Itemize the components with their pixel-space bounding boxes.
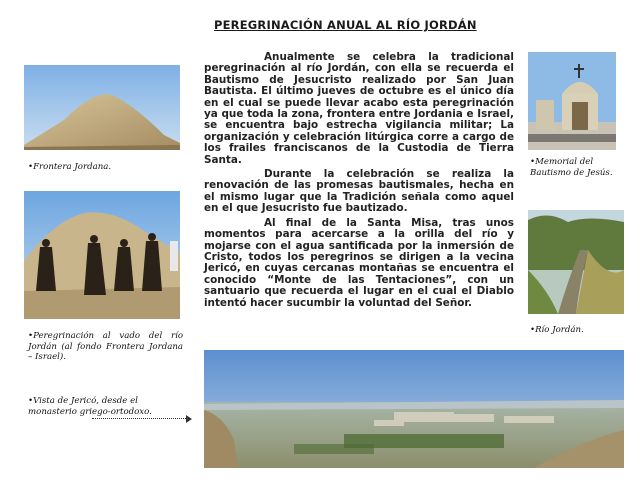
photo-peregrinacion xyxy=(24,191,180,319)
photo-memorial xyxy=(528,52,616,150)
pointer-arrow-icon xyxy=(186,415,192,423)
article-body xyxy=(204,52,514,312)
pointer-line xyxy=(92,418,188,419)
caption-memorial: •Memorial del Bautismo de Jesús. xyxy=(530,157,613,178)
caption-frontera-jordana: •Frontera Jordana. xyxy=(28,162,112,172)
photo-jerico-panorama xyxy=(204,350,624,468)
paragraph-1: Anualmente se celebra la tradicional peregrinación al río Jordán, con ella se recuerda el Bautismo de Jesucristo realizado por San Juan Bautista. El último jueves de octubre es el único día en el cual se puede llevar acabo esta peregrinación ya que toda la zona, frontera entre Jordania e Israel, se encuentra bajo estrecha vigilancia militar; La organización y celebración litúrgica corre a cargo de los frailes franciscanos de la Custodia de Tierra Santa. xyxy=(204,51,514,166)
page-title: PEREGRINACIÓN ANUAL AL RÍO JORDÁN xyxy=(214,18,477,32)
caption-rio-jordan: •Río Jordán. xyxy=(530,325,584,335)
paragraph-3: Al final de la Santa Misa, tras unos momentos para acercarse a la orilla del río y mojarse con el agua santificada por la inmersión de Cristo, todos los peregrinos se dirigen a la vecina Jericó, en cuyas cercanas montañas se encuentra el conocido “Monte de las Tentaciones”, con un santuario que recuerda el lugar en el cual el Diablo intentó hacer sucumbir la voluntad del Señor. xyxy=(204,216,514,309)
caption-peregrinacion: •Peregrinación al vado del río Jordán (al fondo Frontera Jordana – Israel). xyxy=(28,331,183,362)
paragraph-2: Durante la celebración se realiza la renovación de las promesas bautismales, hecha en el mismo lugar que la Tradición señala como aquel en el que Jesucristo fue bautizado. xyxy=(204,168,514,215)
photo-rio-jordan xyxy=(528,210,624,314)
photo-frontera-jordana xyxy=(24,65,180,150)
caption-jerico: •Vista de Jericó, desde el monasterio griego-ortodoxo. xyxy=(28,396,152,417)
